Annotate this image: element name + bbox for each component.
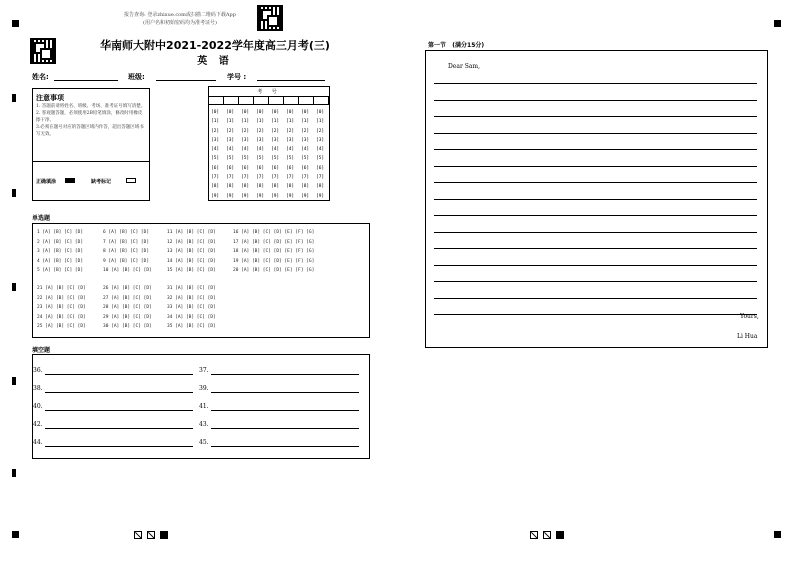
mc-question[interactable]: 8 [A] [B] [C] [D] — [103, 249, 150, 254]
exam-id-bubble[interactable]: [3] — [226, 137, 235, 143]
mc-question[interactable]: 22 [A] [B] [C] [D] — [37, 295, 86, 301]
exam-id-bubble[interactable]: [3] — [301, 137, 310, 143]
exam-id-bubble[interactable]: [4] — [301, 147, 310, 153]
exam-id-bubble[interactable]: [1] — [211, 119, 220, 125]
writing-section-header — [428, 40, 484, 49]
exam-id-grid — [208, 86, 330, 201]
exam-id-bubble[interactable]: [5] — [226, 156, 235, 162]
exam-id-bubble[interactable]: [1] — [271, 119, 280, 125]
essay-writing-line[interactable] — [434, 215, 757, 216]
mc-question[interactable]: 20 [A] [B] [C] [D] [E] [F] [G] — [233, 268, 315, 273]
page-title: 华南师大附中2021-2022学年度高三月考(三) — [100, 39, 330, 52]
exam-id-bubble[interactable]: [7] — [256, 175, 265, 181]
mc-question[interactable]: 1 [A] [B] [C] [D] — [37, 230, 84, 235]
qr-code-left — [30, 38, 56, 64]
fb-question-number: 39. — [199, 385, 209, 392]
exam-id-column — [301, 108, 309, 201]
class-label: 班级: — [128, 73, 145, 81]
exam-id-bubble[interactable]: [1] — [301, 119, 310, 125]
exam-id-bubble[interactable]: [6] — [241, 165, 250, 171]
exam-id-bubble[interactable]: [2] — [241, 128, 250, 134]
mc-question[interactable]: 31 [A] [B] [C] [D] — [167, 286, 216, 291]
name-label: 姓名: — [32, 73, 49, 81]
mc-answer-box — [32, 223, 370, 338]
exam-id-bubble[interactable]: [6] — [286, 165, 295, 171]
essay-writing-line[interactable] — [434, 116, 757, 117]
exam-id-bubble[interactable]: [6] — [301, 165, 310, 171]
mc-question[interactable]: 27 [A] [B] [C] [D] — [103, 295, 152, 301]
exam-id-bubble[interactable]: [8] — [241, 184, 250, 190]
exam-id-digit-box[interactable] — [209, 97, 224, 105]
exam-id-bubble[interactable]: [4] — [256, 147, 265, 153]
mc-question[interactable]: 16 [A] [B] [C] [D] [E] [F] [G] — [233, 230, 315, 235]
exam-id-digit-box[interactable] — [239, 97, 254, 105]
notes-title: 注意事项 — [36, 94, 64, 102]
exam-id-bubble[interactable]: [6] — [271, 165, 280, 171]
fb-answer-line[interactable] — [211, 392, 359, 393]
exam-id-bubble[interactable]: [7] — [301, 175, 310, 181]
fb-question-number: 40. — [33, 403, 43, 410]
essay-box — [425, 50, 768, 348]
timing-mark — [12, 377, 16, 385]
exam-id-bubble[interactable]: [7] — [241, 175, 250, 181]
fb-answer-line[interactable] — [45, 392, 193, 393]
fb-question-number: 44. — [33, 439, 43, 446]
mc-question[interactable]: 32 [A] [B] [C] [D] — [167, 295, 216, 301]
exam-id-bubble[interactable]: [4] — [241, 147, 250, 153]
note-item: 3.必须在题号对应的答题区域内作答，超出答题区域书写无效。 — [36, 125, 144, 137]
page-mark-filled — [556, 531, 564, 539]
fb-answer-line[interactable] — [45, 446, 193, 447]
exam-id-bubble[interactable]: [8] — [316, 184, 325, 190]
notes-box — [32, 88, 150, 201]
name-field[interactable] — [54, 80, 118, 81]
essay-writing-line[interactable] — [434, 298, 757, 299]
fb-question-number: 42. — [33, 421, 43, 428]
exam-id-bubble[interactable]: [2] — [286, 128, 295, 134]
student-id-label: 学号 : — [227, 73, 247, 81]
exam-id-bubble[interactable]: [5] — [211, 156, 220, 162]
fb-answer-line[interactable] — [45, 374, 193, 375]
correct-fill-sample — [65, 178, 75, 183]
exam-id-column — [241, 108, 249, 201]
exam-id-bubble[interactable]: [7] — [286, 175, 295, 181]
mc-question[interactable]: 35 [A] [B] [C] [D] — [167, 324, 216, 329]
exam-id-bubble[interactable]: [4] — [211, 147, 220, 153]
exam-id-bubble[interactable]: [5] — [241, 156, 250, 162]
mc-question[interactable]: 26 [A] [B] [C] [D] — [103, 286, 152, 291]
exam-id-header: 考 号 — [209, 87, 329, 97]
exam-id-bubble[interactable]: [9] — [256, 193, 265, 199]
student-id-field[interactable] — [257, 80, 325, 81]
exam-id-bubble[interactable]: [3] — [316, 137, 325, 143]
exam-id-digit-box[interactable] — [269, 97, 284, 105]
fb-question-number: 38. — [33, 385, 43, 392]
exam-id-bubble[interactable]: [3] — [286, 137, 295, 143]
note-item: 2. 客观题答题，必须使用2B铅笔填涂，修改时用橡皮擦干净。 — [36, 111, 143, 123]
mc-question[interactable]: 33 [A] [B] [C] [D] — [167, 305, 216, 310]
page-mark-icon — [530, 531, 538, 539]
exam-id-column — [271, 108, 279, 201]
exam-id-bubble[interactable]: [7] — [226, 175, 235, 181]
exam-id-bubble[interactable]: [9] — [316, 193, 325, 199]
essay-signature: Li Hua — [737, 333, 758, 340]
mc-question[interactable]: 19 [A] [B] [C] [D] [E] [F] [G] — [233, 258, 315, 264]
essay-writing-line[interactable] — [434, 199, 757, 200]
exam-id-bubble[interactable]: [7] — [211, 175, 220, 181]
exam-id-bubble[interactable]: [4] — [271, 147, 280, 153]
writing-score: (满分15分) — [452, 42, 485, 49]
exam-id-bubble[interactable]: [5] — [316, 156, 325, 162]
fb-question-number: 36. — [33, 367, 43, 374]
corner-mark-top-left — [12, 20, 19, 27]
exam-id-bubble[interactable]: [8] — [211, 184, 220, 190]
exam-id-bubble[interactable]: [0] — [226, 110, 235, 115]
subject-title: 英 语 — [197, 56, 233, 67]
fill-blank-box — [32, 354, 370, 459]
exam-id-bubble[interactable]: [4] — [286, 147, 295, 153]
exam-id-bubble[interactable]: [1] — [226, 119, 235, 125]
exam-id-bubble[interactable]: [5] — [271, 156, 280, 162]
exam-id-bubble[interactable]: [3] — [271, 137, 280, 143]
writing-section-label: 第一节 — [428, 42, 447, 49]
exam-id-bubble[interactable]: [1] — [241, 119, 250, 125]
exam-id-bubble[interactable]: [2] — [271, 128, 280, 134]
corner-mark-bottom-left — [12, 531, 19, 538]
notes-divider — [33, 161, 149, 162]
mc-question[interactable]: 5 [A] [B] [C] [D] — [37, 268, 84, 273]
exam-id-bubble[interactable]: [9] — [286, 193, 295, 199]
mc-question[interactable]: 23 [A] [B] [C] [D] — [37, 305, 86, 310]
fb-answer-line[interactable] — [45, 410, 193, 411]
exam-id-bubble[interactable]: [2] — [211, 128, 220, 134]
report-notice: 报告查询: 登录zhixue.com或扫描二维码下载App (用户名和初始密码均为准考证号) — [124, 12, 236, 26]
fb-answer-line[interactable] — [211, 374, 359, 375]
exam-id-digit-box[interactable] — [314, 97, 329, 105]
exam-id-bubble[interactable]: [8] — [256, 184, 265, 190]
mc-question[interactable]: 24 [A] [B] [C] [D] — [37, 314, 86, 320]
fb-answer-line[interactable] — [211, 410, 359, 411]
exam-id-column — [256, 108, 264, 201]
exam-id-bubble[interactable]: [7] — [271, 175, 280, 181]
essay-writing-line[interactable] — [434, 133, 757, 134]
mc-question[interactable]: 13 [A] [B] [C] [D] — [167, 249, 216, 254]
exam-id-bubble[interactable]: [6] — [256, 165, 265, 171]
exam-id-bubble[interactable]: [1] — [286, 119, 295, 125]
mc-question[interactable]: 17 [A] [B] [C] [D] [E] [F] [G] — [233, 239, 315, 245]
exam-id-bubble[interactable]: [8] — [271, 184, 280, 190]
exam-id-bubble[interactable]: [6] — [211, 165, 220, 171]
exam-id-bubble[interactable]: [4] — [316, 147, 325, 153]
timing-mark — [12, 469, 16, 477]
exam-id-bubble[interactable]: [4] — [226, 147, 235, 153]
essay-closing: Yours, — [740, 313, 759, 320]
mc-question[interactable]: 3 [A] [B] [C] [D] — [37, 249, 84, 254]
exam-id-digit-box[interactable] — [299, 97, 314, 105]
essay-writing-line[interactable] — [434, 166, 757, 167]
essay-writing-line[interactable] — [434, 149, 757, 150]
essay-writing-line[interactable] — [434, 265, 757, 266]
correct-fill-label: 正确填涂 — [36, 179, 57, 185]
exam-id-bubble[interactable]: [9] — [241, 193, 250, 199]
exam-id-bubble[interactable]: [0] — [241, 110, 250, 115]
exam-id-column — [286, 108, 294, 201]
exam-id-bubble[interactable]: [0] — [271, 110, 280, 115]
exam-id-bubble[interactable]: [8] — [301, 184, 310, 190]
exam-id-column — [316, 108, 324, 201]
essay-writing-line[interactable] — [434, 182, 757, 183]
exam-id-bubble[interactable]: [2] — [226, 128, 235, 134]
exam-id-column — [226, 108, 234, 201]
page-mark-filled — [160, 531, 168, 539]
corner-mark-top-right — [774, 20, 781, 27]
mc-question[interactable]: 7 [A] [B] [C] [D] — [103, 239, 150, 245]
essay-writing-line[interactable] — [434, 314, 757, 315]
exam-id-bubble[interactable]: [0] — [286, 110, 295, 115]
page-mark-icon — [134, 531, 142, 539]
exam-id-bubble[interactable]: [3] — [241, 137, 250, 143]
mc-question[interactable]: 29 [A] [B] [C] [D] — [103, 314, 152, 320]
mc-question[interactable]: 6 [A] [B] [C] [D] — [103, 230, 150, 235]
exam-id-bubble[interactable]: [1] — [316, 119, 325, 125]
exam-id-column — [211, 108, 219, 201]
exam-id-bubble[interactable]: [2] — [256, 128, 265, 134]
timing-mark — [12, 94, 16, 102]
fb-question-number: 37. — [199, 367, 209, 374]
mc-question[interactable]: 15 [A] [B] [C] [D] — [167, 268, 216, 273]
exam-id-bubble[interactable]: [9] — [211, 193, 220, 199]
mc-question[interactable]: 25 [A] [B] [C] [D] — [37, 324, 86, 329]
mc-question[interactable]: 14 [A] [B] [C] [D] — [167, 258, 216, 264]
mc-question[interactable]: 12 [A] [B] [C] [D] — [167, 239, 216, 245]
exam-id-bubble[interactable]: [2] — [316, 128, 325, 134]
page-mark-icon — [543, 531, 551, 539]
mc-question[interactable]: 18 [A] [B] [C] [D] [E] [F] [G] — [233, 249, 315, 254]
fb-question-number: 45. — [199, 439, 209, 446]
exam-id-bubble[interactable]: [9] — [226, 193, 235, 199]
essay-writing-line[interactable] — [434, 281, 757, 282]
exam-id-bubble[interactable]: [2] — [301, 128, 310, 134]
exam-id-bubble[interactable]: [5] — [256, 156, 265, 162]
exam-id-bubble[interactable]: [3] — [211, 137, 220, 143]
mc-question[interactable]: 9 [A] [B] [C] [D] — [103, 258, 150, 264]
exam-id-digit-box[interactable] — [284, 97, 299, 105]
fb-answer-line[interactable] — [211, 446, 359, 447]
qr-code-top — [257, 5, 283, 31]
fb-question-number: 41. — [199, 403, 209, 410]
missing-label: 缺考标记 — [91, 179, 112, 185]
exam-id-bubble[interactable]: [8] — [286, 184, 295, 190]
exam-id-bubble[interactable]: [0] — [301, 110, 310, 115]
page-mark-icon — [147, 531, 155, 539]
exam-id-bubble[interactable]: [6] — [316, 165, 325, 171]
exam-id-bubble[interactable]: [1] — [256, 119, 265, 125]
exam-id-digit-box[interactable] — [224, 97, 239, 105]
mc-question[interactable]: 4 [A] [B] [C] [D] — [37, 258, 84, 264]
exam-id-bubble[interactable]: [9] — [271, 193, 280, 199]
exam-id-bubble[interactable]: [9] — [301, 193, 310, 199]
mc-question[interactable]: 2 [A] [B] [C] [D] — [37, 239, 84, 245]
mc-question[interactable]: 28 [A] [B] [C] [D] — [103, 305, 152, 310]
missing-checkbox[interactable] — [126, 178, 136, 183]
exam-id-bubble[interactable]: [0] — [256, 110, 265, 115]
essay-writing-line[interactable] — [434, 83, 757, 84]
corner-mark-bottom-right — [774, 531, 781, 538]
mc-question[interactable]: 11 [A] [B] [C] [D] — [167, 230, 216, 235]
exam-id-bubble[interactable]: [5] — [301, 156, 310, 162]
exam-id-bubble[interactable]: [8] — [226, 184, 235, 190]
exam-id-digit-box[interactable] — [254, 97, 269, 105]
notes-list — [36, 103, 146, 138]
essay-greeting: Dear Sam, — [448, 63, 480, 70]
exam-id-bubble[interactable]: [7] — [316, 175, 325, 181]
essay-writing-line[interactable] — [434, 248, 757, 249]
class-field[interactable] — [156, 80, 216, 81]
timing-mark — [12, 283, 16, 291]
fb-answer-line[interactable] — [45, 428, 193, 429]
fb-answer-line[interactable] — [211, 428, 359, 429]
fb-section-label: 填空题 — [32, 347, 51, 354]
exam-id-bubble[interactable]: [6] — [226, 165, 235, 171]
mc-question[interactable]: 30 [A] [B] [C] [D] — [103, 324, 152, 329]
mc-question[interactable]: 10 [A] [B] [C] [D] — [103, 268, 152, 273]
mc-question[interactable]: 34 [A] [B] [C] [D] — [167, 314, 216, 320]
exam-id-bubble[interactable]: [0] — [211, 110, 220, 115]
note-item: 1. 答题前请将姓名、班级、考场、准考证号填写清楚。 — [36, 104, 146, 109]
mc-section-label: 单选题 — [32, 215, 51, 222]
essay-writing-line[interactable] — [434, 100, 757, 101]
fb-question-number: 43. — [199, 421, 209, 428]
exam-id-bubble[interactable]: [0] — [316, 110, 325, 115]
mc-question[interactable]: 21 [A] [B] [C] [D] — [37, 286, 86, 291]
timing-mark — [12, 189, 16, 197]
exam-id-bubble[interactable]: [5] — [286, 156, 295, 162]
exam-id-bubble[interactable]: [3] — [256, 137, 265, 143]
essay-writing-line[interactable] — [434, 232, 757, 233]
